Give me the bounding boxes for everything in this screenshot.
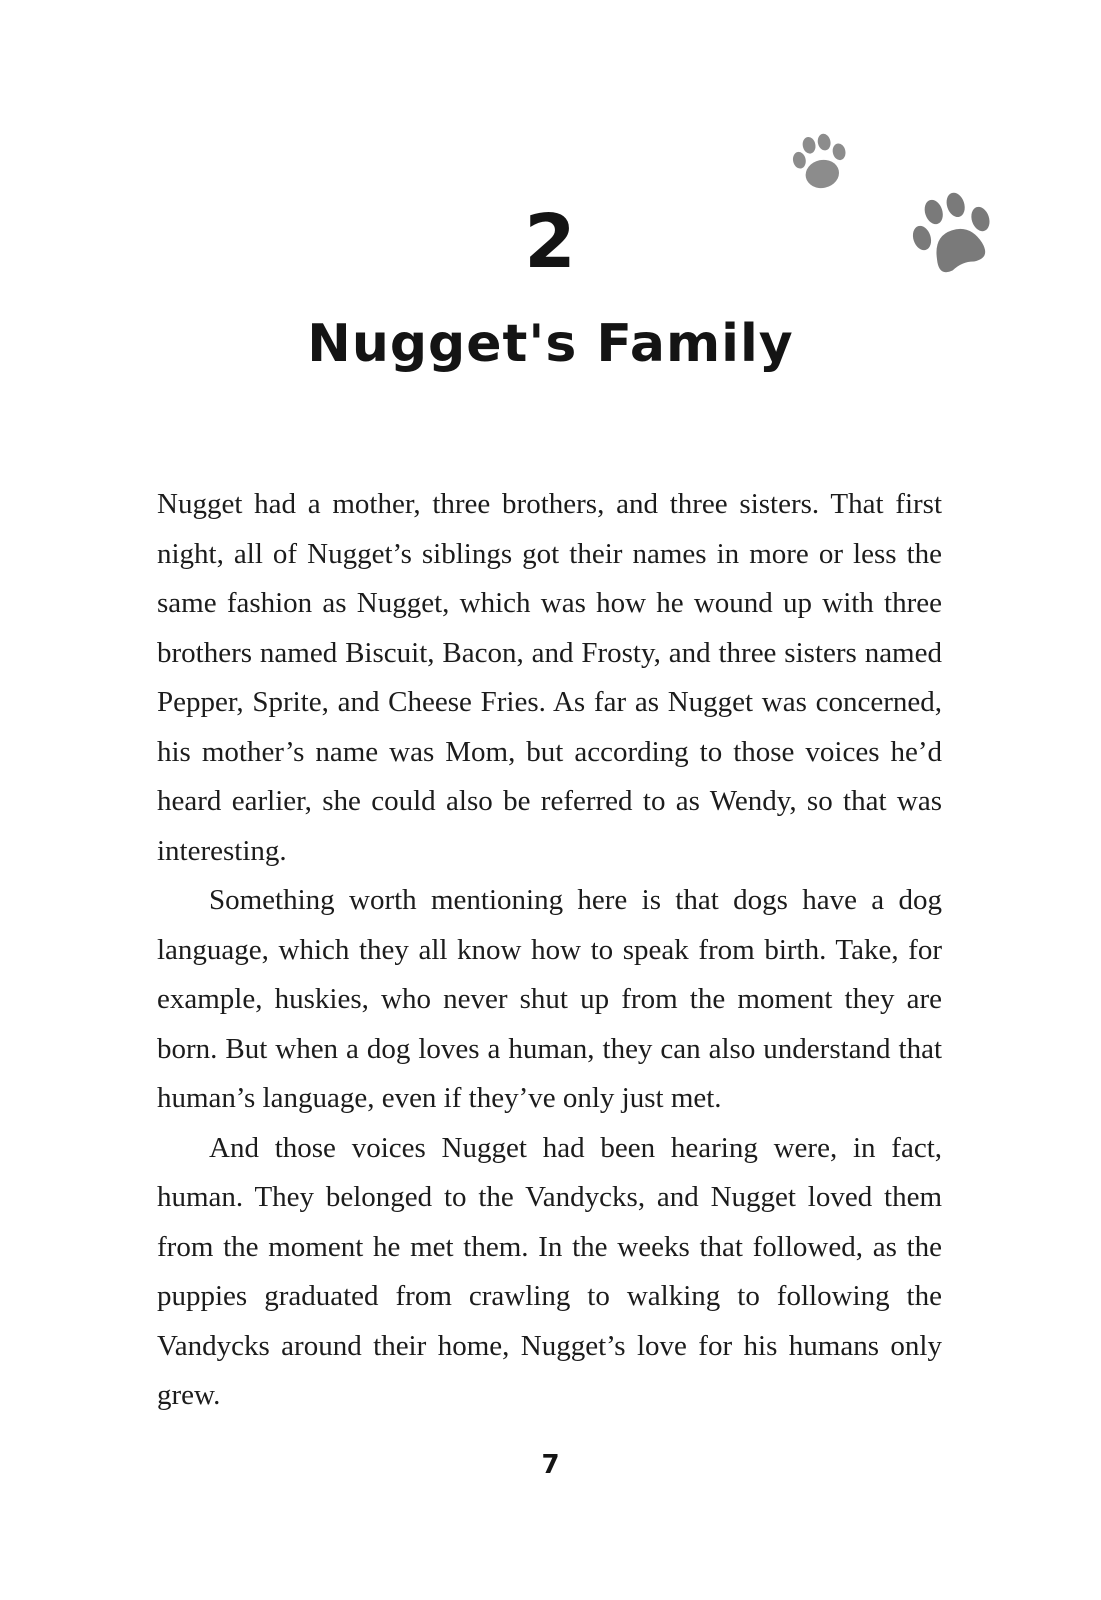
chapter-body bbox=[157, 480, 942, 1421]
paragraph-2: Something worth mentioning here is that dogs have a dog language, which they all know how to speak from birth. Take, for example, huskies, who never shut up from the moment they are born. But when a dog loves a human, they can also understand that human’s language, even if they’ve only just met. bbox=[157, 884, 942, 1114]
paragraph-1: Nugget had a mother, three brothers, and three sisters. That first night, all of Nugget’s siblings got their names in more or less the same fashion as Nugget, which was how he wound up with three brothers named Biscuit, Bacon, and Frosty, and three sisters named Pepper, Sprite, and Cheese Fries. As far as Nugget was concerned, his mother’s name was Mom, but according to those voices he’d heard earlier, she could also be referred to as Wendy, so that was interesting. bbox=[157, 488, 942, 867]
paw-print-icon bbox=[785, 128, 855, 198]
paragraph-3: And those voices Nugget had been hearing were, in fact, human. They belonged to the Vandycks, and Nugget loved them from the moment he met them. In the weeks that followed, as the puppies graduated from crawling to walking to following the Vandycks around their home, Nugget’s love for his humans only grew. bbox=[157, 1131, 942, 1411]
page-number: 7 bbox=[541, 1450, 560, 1480]
chapter-number: 2 bbox=[524, 199, 577, 285]
chapter-title: Nugget's Family bbox=[307, 314, 794, 374]
